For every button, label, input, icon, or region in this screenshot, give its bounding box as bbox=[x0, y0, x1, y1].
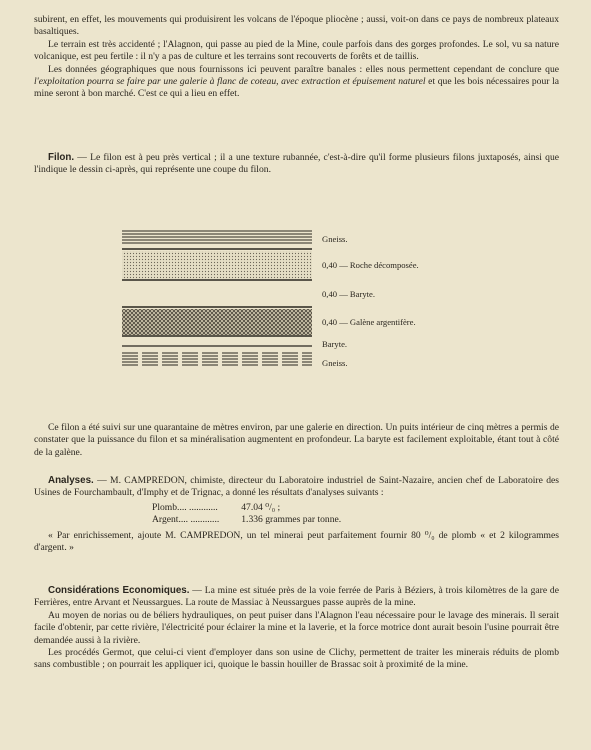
roche-decomposee-layer bbox=[122, 251, 312, 279]
intro-paragraph-2: Le terrain est très accidenté ; l'Alagnon, qui passe au pied de la Mine, coule parfois dans des gorges profondes. Le sol, vu sa nature volcanique, est peu fertile : il n'y a pas de culture et les terrains sont recouverts de forêts et de taillis. bbox=[34, 38, 559, 63]
analyses-row-argent bbox=[152, 514, 345, 526]
label-gneiss-top: Gneiss. bbox=[322, 234, 348, 244]
gneiss-bottom-layer bbox=[122, 353, 312, 365]
baryte-layer bbox=[122, 282, 312, 306]
economic-heading: Considérations Economiques. bbox=[48, 585, 190, 596]
label-gneiss-bottom: Gneiss. bbox=[322, 358, 348, 368]
analyses-text: — M. CAMPREDON, chimiste, directeur du Laboratoire industriel de Saint-Nazaire, ancien chef de Laboratoire des Usines de Fourchambault, d'Imphy et de Trignac, a donné les résultats d'analyses suivants : bbox=[34, 475, 559, 499]
analyses-table bbox=[152, 502, 345, 527]
baryte-thin-layer bbox=[122, 338, 312, 345]
intro-paragraph-3 bbox=[34, 64, 559, 101]
analyses-section bbox=[34, 475, 559, 554]
filon-paragraph bbox=[34, 152, 559, 177]
economic-text: — La mine est située près de la voie ferrée de Paris à Béziers, à trois kilomètres de la gare de Ferrières, entre Arvant et Neussargues. La route de Massiac à Neussargues passe auprès de la mine. bbox=[34, 585, 559, 609]
label-roche-decomposee: 0,40 — Roche décomposée. bbox=[322, 260, 419, 270]
analyses-row-plomb bbox=[152, 502, 345, 514]
economic-paragraph-2: Au moyen de norias ou de béliers hydrauliques, on peut puiser dans l'Alagnon l'eau nécessaire pour le lavage des minerais. Il serait facile d'obtenir, par cette rivière, l'électricité pour éclairer la mine et la laverie, et la force motrice dont aurait besoin l'usine pourrait être demandée aussi à la rivière. bbox=[34, 609, 559, 646]
label-baryte-thin: Baryte. bbox=[322, 339, 348, 349]
analyses-value: 1.336 grammes par tonne. bbox=[241, 514, 342, 526]
analyses-paragraph bbox=[34, 475, 559, 500]
analyses-label: Argent.... ............ bbox=[152, 514, 220, 526]
intro-section bbox=[34, 14, 559, 101]
economic-paragraph-3: Les procédés Germot, que celui-ci vient d'employer dans son usine de Clichy, permettent de traiter les minerais réduits de plomb sans combustible ; on pourrait les appliquer ici, quoique le bassin houiller de Brassac soit à proximité de la mine. bbox=[34, 647, 559, 671]
economic-section bbox=[34, 585, 559, 672]
intro-p3-start: Les données géographiques que nous fournissons ici peuvent paraître banales : elles nous permettent cependant de conclure que bbox=[48, 63, 559, 75]
intro-p3-end: et que les bois nécessaires pour la mine seront à bon marché. C'est ce qui a lieu en effet. bbox=[34, 76, 560, 100]
gneiss-top-layer bbox=[122, 231, 312, 243]
analyses-label: Plomb.... ............ bbox=[152, 501, 218, 513]
label-galene: 0,40 — Galène argentifère. bbox=[322, 317, 416, 327]
analyses-value: 47.04 ⁰/₀ ; bbox=[241, 501, 281, 513]
analyses-heading: Analyses. bbox=[48, 475, 94, 486]
filon-section bbox=[34, 152, 559, 177]
galene-layer bbox=[122, 309, 312, 335]
intro-paragraph-1: subirent, en effet, les mouvements qui produisirent les volcans de l'époque pliocène ; aussi, voit-on dans ce pays de nombreux plateaux basaltiques. bbox=[34, 14, 559, 38]
galerie-section bbox=[34, 422, 559, 459]
intro-p3-italic: l'exploitation pourra se faire par une galerie à flanc de coteau, avec extraction et épuisement naturel bbox=[34, 76, 426, 88]
filon-heading: Filon. bbox=[48, 152, 75, 163]
filon-cross-section-diagram bbox=[0, 225, 591, 385]
economic-paragraph-1 bbox=[34, 585, 559, 610]
label-baryte: 0,40 — Baryte. bbox=[322, 289, 375, 299]
filon-text: — Le filon est à peu près vertical ; il a une texture rubannée, c'est-à-dire qu'il forme plusieurs filons juxtaposés, ainsi que l'indique le dessin ci-après, qui représente une coupe du filon. bbox=[34, 152, 559, 176]
analyses-quote: « Par enrichissement, ajoute M. CAMPREDON, un tel minerai peut parfaitement fournir 80 ⁰/₀ de plomb « et 2 kilogrammes d'argent. » bbox=[34, 529, 559, 554]
galerie-paragraph: Ce filon a été suivi sur une quarantaine de mètres environ, par une galerie en direction. Un puits intérieur de cinq mètres a permis de constater que la puissance du filon et sa minéralisation augmentent en profondeur. La baryte est facilement exploitable, étant tout à côté de la galène. bbox=[34, 422, 559, 458]
